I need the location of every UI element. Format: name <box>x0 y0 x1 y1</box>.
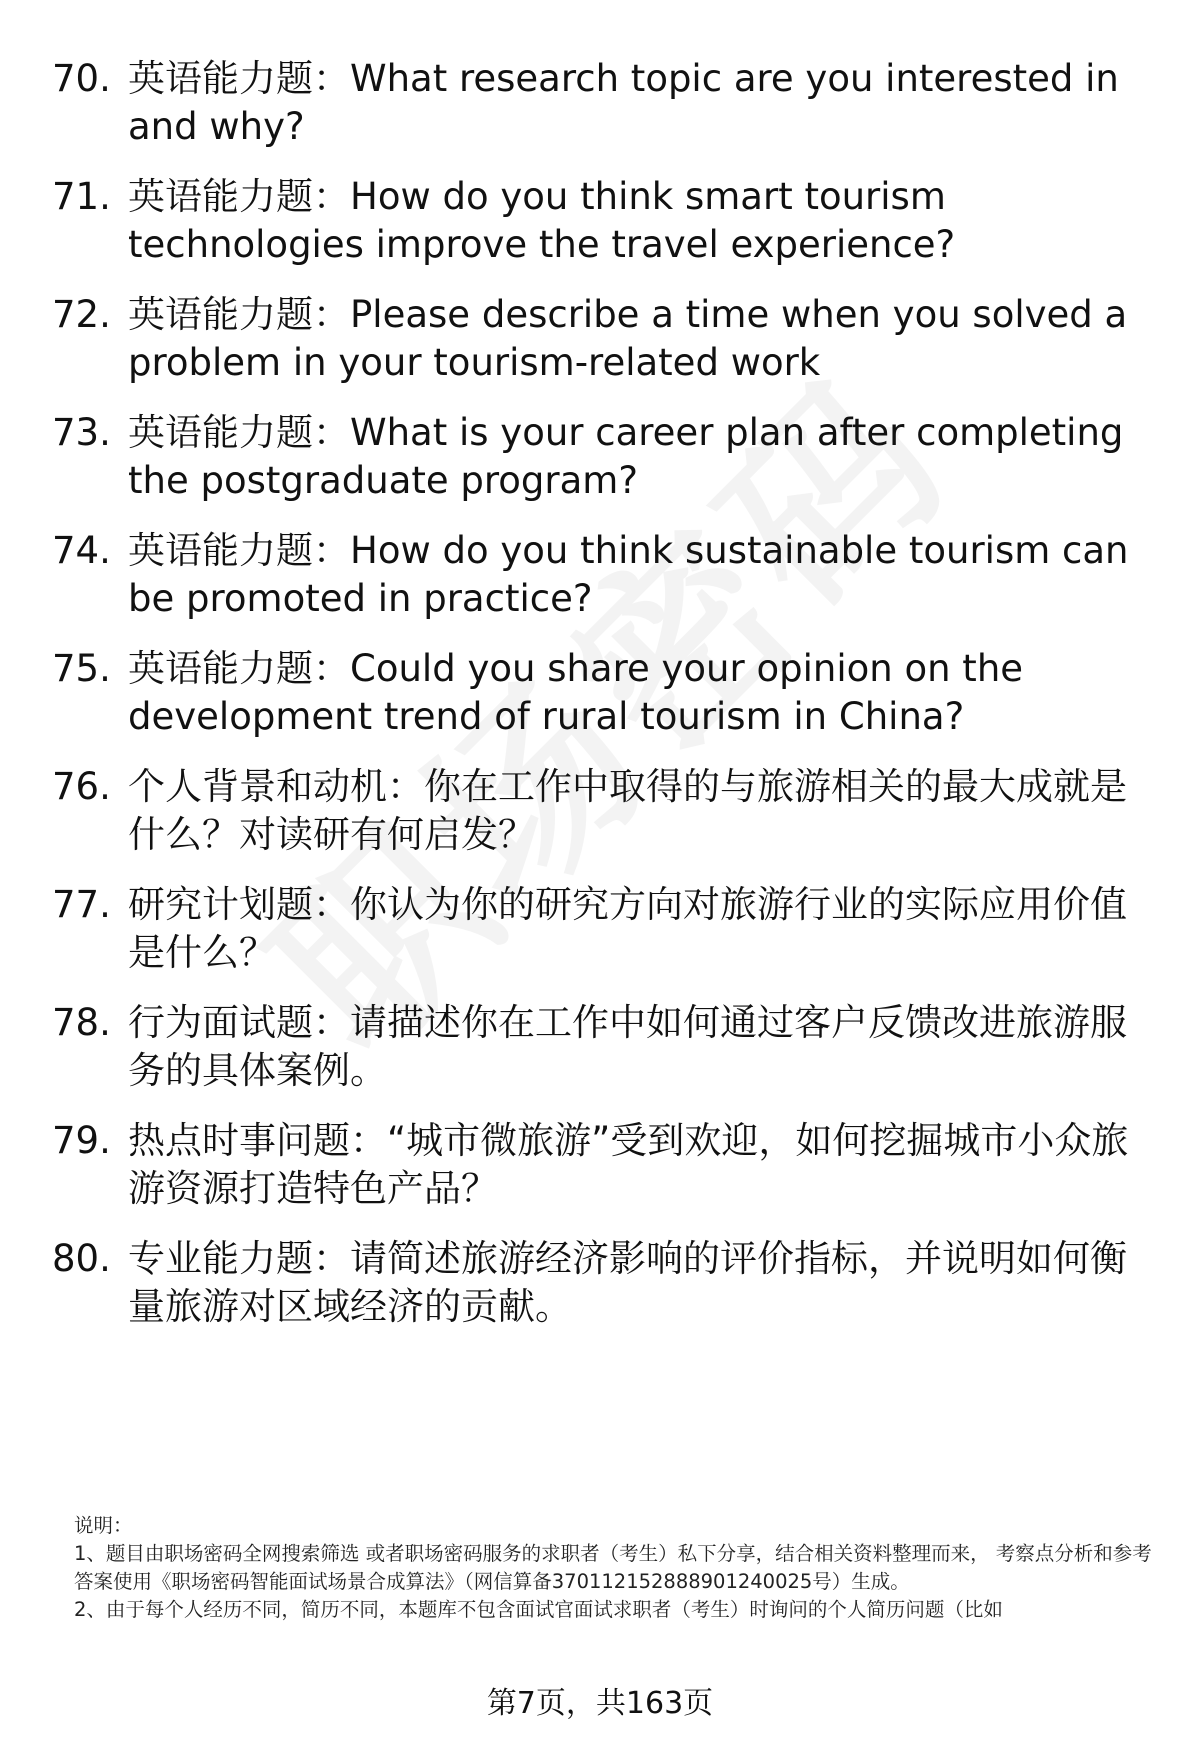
question-number: 74. <box>52 529 111 572</box>
question-number: 72. <box>52 293 111 336</box>
question-number: 79. <box>52 1119 111 1162</box>
question-number: 78. <box>52 1001 111 1044</box>
question-number: 80. <box>52 1237 111 1280</box>
question-text: 热点时事问题：“城市微旅游”受到欢迎，如何挖掘城市小众旅游资源打造特色产品？ <box>128 1119 1129 1210</box>
question-item <box>52 409 1162 505</box>
question-text: 行为面试题：请描述你在工作中如何通过客户反馈改进旅游服务的具体案例。 <box>128 1001 1127 1092</box>
question-item <box>52 55 1162 151</box>
question-text: 专业能力题：请简述旅游经济影响的评价指标，并说明如何衡量旅游对区域经济的贡献。 <box>128 1237 1127 1328</box>
question-number: 71. <box>52 175 111 218</box>
question-text: 英语能力题：How do you think sustainable tourism can be promoted in practice? <box>128 529 1129 620</box>
notes-item: 2、由于每个人经历不同，简历不同，本题库不包含面试官面试求职者（考生）时询问的个人简历问题（比如 <box>74 1598 1003 1621</box>
notes-item: 1、题目由职场密码全网搜索筛选 或者职场密码服务的求职者（考生）私下分享，结合相关资料整理而来， 考察点分析和参考答案使用《职场密码智能面试场景合成算法》（网信算备370112152888901240025号）生成。 <box>74 1542 1152 1593</box>
question-text: 英语能力题：What is your career plan after completing the postgraduate program? <box>128 411 1124 502</box>
question-item <box>52 645 1162 741</box>
question-item <box>52 763 1162 859</box>
question-text: 个人背景和动机：你在工作中取得的与旅游相关的最大成就是什么？对读研有何启发？ <box>128 765 1127 856</box>
question-item <box>52 999 1162 1095</box>
question-number: 73. <box>52 411 111 454</box>
page-number: 第7页，共163页 <box>486 1686 714 1721</box>
question-text: 英语能力题：Please describe a time when you solved a problem in your tourism-related work <box>128 293 1128 384</box>
question-item <box>52 291 1162 387</box>
notes-section <box>74 1512 1154 1624</box>
notes-heading: 说明： <box>74 1514 133 1537</box>
question-item <box>52 527 1162 623</box>
question-number: 77. <box>52 883 111 926</box>
question-text: 英语能力题：What research topic are you interested in and why? <box>128 57 1119 148</box>
question-item <box>52 881 1162 977</box>
question-text: 研究计划题：你认为你的研究方向对旅游行业的实际应用价值是什么？ <box>128 883 1127 974</box>
question-number: 75. <box>52 647 111 690</box>
question-text: 英语能力题：Could you share your opinion on the development trend of rural tourism in China? <box>128 647 1024 738</box>
question-item <box>52 1235 1162 1331</box>
question-item <box>52 173 1162 269</box>
question-text: 英语能力题：How do you think smart tourism technologies improve the travel experience? <box>128 175 956 266</box>
question-item <box>52 1117 1162 1213</box>
question-number: 70. <box>52 57 111 100</box>
question-number: 76. <box>52 765 111 808</box>
